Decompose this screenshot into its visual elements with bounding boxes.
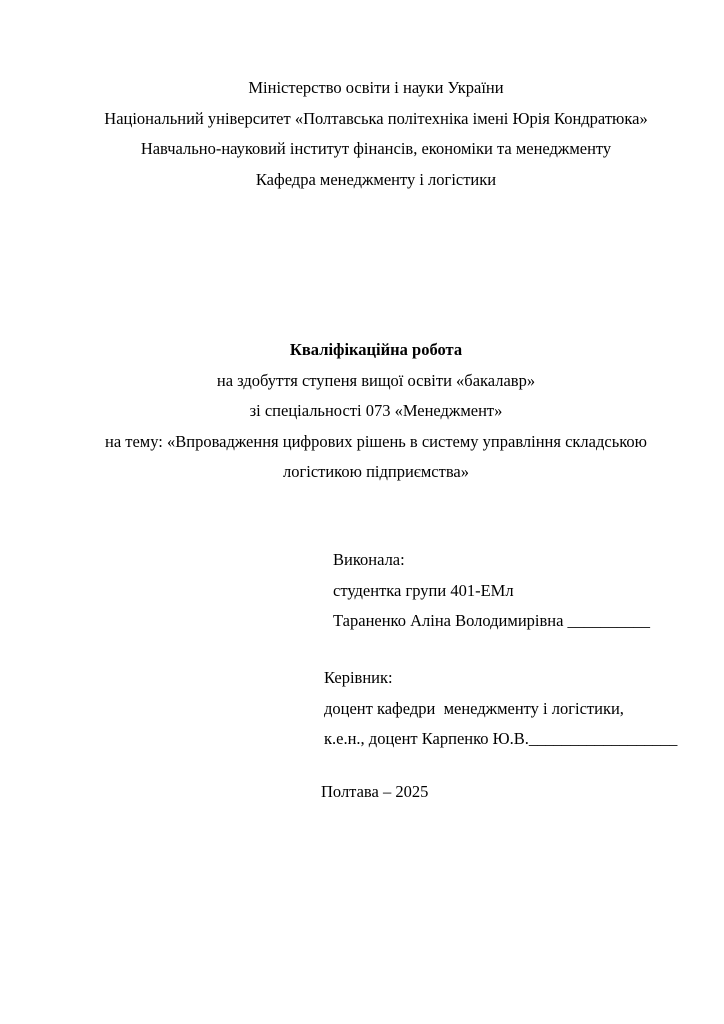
topic-line-2: логістикою підприємства» — [282, 462, 469, 482]
author-group-line: студентка групи 401-ЕМл — [333, 580, 514, 600]
author-block — [333, 545, 650, 637]
supervisor-name-signature: к.е.н., доцент Карпенко Ю.В.__________________ — [324, 729, 678, 749]
department-line: Кафедра менеджменту і логістики — [255, 169, 497, 189]
supervisor-position-line: доцент кафедри менеджменту і логістики, — [324, 698, 624, 718]
university-header — [90, 73, 662, 195]
city-year: Полтава – 2025 — [321, 782, 429, 801]
degree-line: на здобуття ступеня вищої освіти «бакалавр» — [216, 370, 536, 390]
institute-line: Навчально-науковий інститут фінансів, економіки та менеджменту — [140, 139, 612, 159]
work-title: Кваліфікаційна робота — [289, 340, 463, 359]
university-line: Національний університет «Полтавська політехніка імені Юрія Кондратюка» — [104, 108, 648, 128]
city-year-block — [321, 777, 428, 808]
specialty-line: зі спеціальності 073 «Менеджмент» — [249, 401, 503, 421]
author-name-signature: Тараненко Аліна Володимирівна __________ — [333, 611, 651, 631]
supervisor-block — [324, 663, 677, 755]
supervisor-label: Керівник: — [324, 668, 393, 687]
author-label: Виконала: — [333, 550, 405, 569]
topic-line-1: на тему: «Впровадження цифрових рішень в систему управління складською — [104, 431, 647, 451]
work-title-block — [90, 335, 662, 488]
ministry-line: Міністерство освіти і науки України — [248, 78, 504, 97]
